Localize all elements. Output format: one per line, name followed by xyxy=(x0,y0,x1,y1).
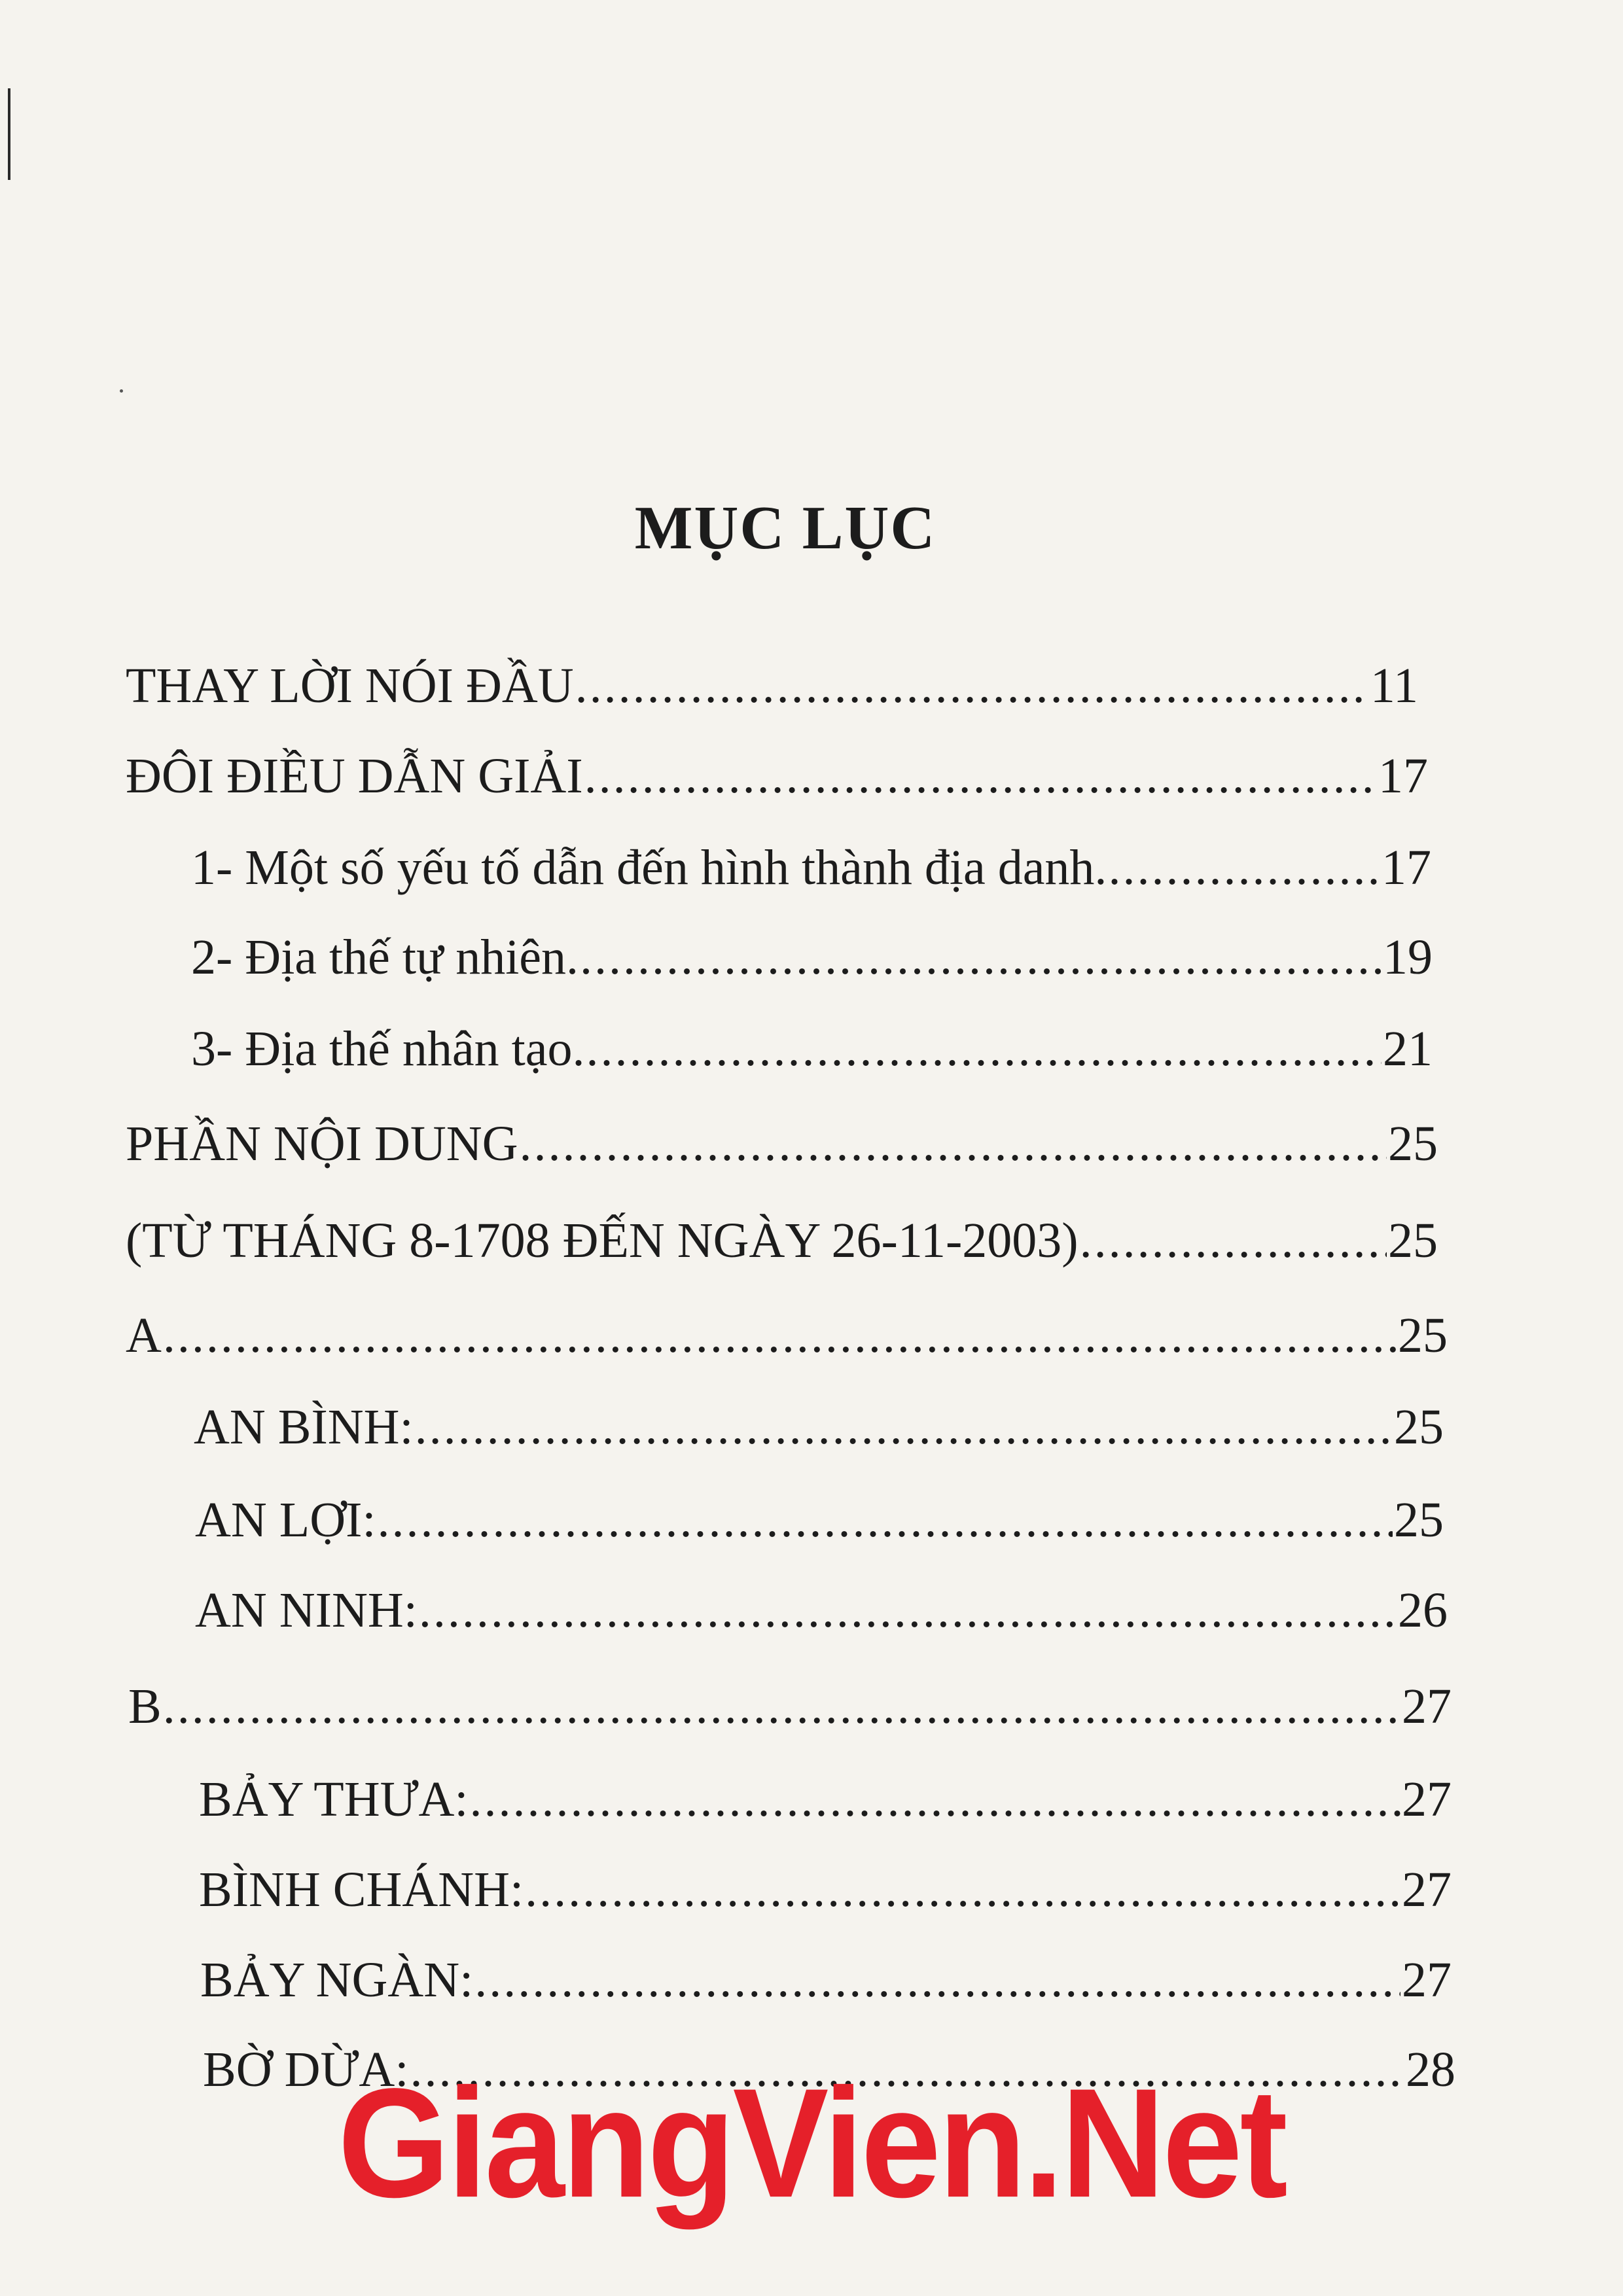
toc-entry-section-2[interactable] xyxy=(191,930,1433,985)
toc-entry-page: 21 xyxy=(1383,1021,1433,1076)
toc-entry-label: PHẦN NỘI DUNG xyxy=(126,1116,518,1171)
toc-leader-dots xyxy=(470,1775,1400,1824)
toc-entry-bay-ngan[interactable] xyxy=(200,1952,1452,2007)
toc-entry-label: AN NINH: xyxy=(195,1583,418,1638)
toc-entry-page: 25 xyxy=(1394,1492,1444,1547)
toc-leader-dots xyxy=(415,1402,1393,1452)
toc-entry-page: 25 xyxy=(1398,1308,1448,1363)
toc-entry-label: THAY LỜI NÓI ĐẦU xyxy=(126,658,574,713)
toc-leader-dots xyxy=(584,751,1377,801)
toc-entry-label: BÌNH CHÁNH: xyxy=(199,1862,524,1917)
toc-leader-dots xyxy=(580,932,1382,982)
toc-leader-dots xyxy=(575,661,1369,711)
toc-leader-dots xyxy=(1080,1216,1387,1265)
toc-entry-content[interactable] xyxy=(126,1116,1438,1171)
toc-entry-letter-b[interactable] xyxy=(128,1679,1452,1734)
toc-entry-label: B xyxy=(128,1679,162,1734)
toc-entry-section-1[interactable] xyxy=(191,840,1431,895)
toc-entry-page: 27 xyxy=(1402,1952,1452,2007)
toc-entry-page: 28 xyxy=(1406,2042,1455,2097)
toc-entry-label: BẢY NGÀN: xyxy=(200,1952,474,2007)
toc-entry-section-3[interactable] xyxy=(191,1021,1433,1076)
toc-entry-label: BỜ DỪA: xyxy=(203,2042,409,2097)
toc-entry-page: 25 xyxy=(1388,1116,1438,1171)
toc-entry-page: 26 xyxy=(1398,1583,1448,1638)
toc-entry-page: 27 xyxy=(1402,1679,1452,1734)
toc-leader-dots xyxy=(474,1955,1400,2005)
toc-entry-date-range[interactable] xyxy=(126,1213,1438,1268)
page-title: MỤC LỤC xyxy=(634,494,936,562)
toc-entry-letter-a[interactable] xyxy=(126,1308,1448,1363)
toc-entry-page: 25 xyxy=(1388,1213,1438,1268)
toc-entry-an-loi[interactable] xyxy=(195,1492,1444,1547)
toc-entry-label: 3- Địa thế nhân tạo. xyxy=(191,1021,585,1076)
watermark-logo: GiangVien.Net xyxy=(338,2056,1285,2230)
toc-entry-label: A xyxy=(126,1308,162,1363)
toc-entry-introduction[interactable] xyxy=(126,749,1428,804)
toc-entry-page: 27 xyxy=(1402,1772,1452,1827)
toc-entry-foreword[interactable] xyxy=(126,658,1418,713)
toc-entry-an-binh[interactable] xyxy=(194,1400,1444,1455)
toc-entry-page: 11 xyxy=(1370,658,1418,713)
toc-entry-label: 2- Địa thế tự nhiên. xyxy=(191,930,579,985)
toc-entry-label: BẢY THƯA: xyxy=(199,1772,469,1827)
toc-leader-dots xyxy=(525,1865,1400,1915)
toc-entry-page: 27 xyxy=(1402,1862,1452,1917)
toc-entry-label: AN BÌNH: xyxy=(194,1400,414,1455)
toc-entry-label: 1- Một số yếu tố dẫn đến hình thành địa danh. xyxy=(191,840,1107,895)
toc-leader-dots xyxy=(419,1585,1397,1635)
toc-entry-label: ĐÔI ĐIỀU DẪN GIẢI xyxy=(126,749,583,804)
toc-leader-dots xyxy=(1108,843,1380,892)
toc-leader-dots xyxy=(520,1119,1387,1169)
toc-leader-dots xyxy=(586,1024,1382,1074)
toc-entry-page: 25 xyxy=(1394,1400,1444,1455)
toc-leader-dots xyxy=(163,1311,1397,1360)
toc-entry-binh-chanh[interactable] xyxy=(199,1862,1452,1917)
toc-leader-dots xyxy=(163,1682,1400,1731)
toc-leader-dots xyxy=(378,1495,1393,1545)
toc-entry-an-ninh[interactable] xyxy=(195,1583,1448,1638)
toc-entry-page: 17 xyxy=(1378,749,1428,804)
toc-entry-label: AN LỢI: xyxy=(195,1492,376,1547)
toc-entry-page: 19 xyxy=(1383,930,1433,985)
toc-entry-label: (TỪ THÁNG 8-1708 ĐẾN NGÀY 26-11-2003) xyxy=(126,1213,1079,1268)
toc-entry-page: 17 xyxy=(1382,840,1431,895)
toc-entry-bay-thua[interactable] xyxy=(199,1772,1452,1827)
